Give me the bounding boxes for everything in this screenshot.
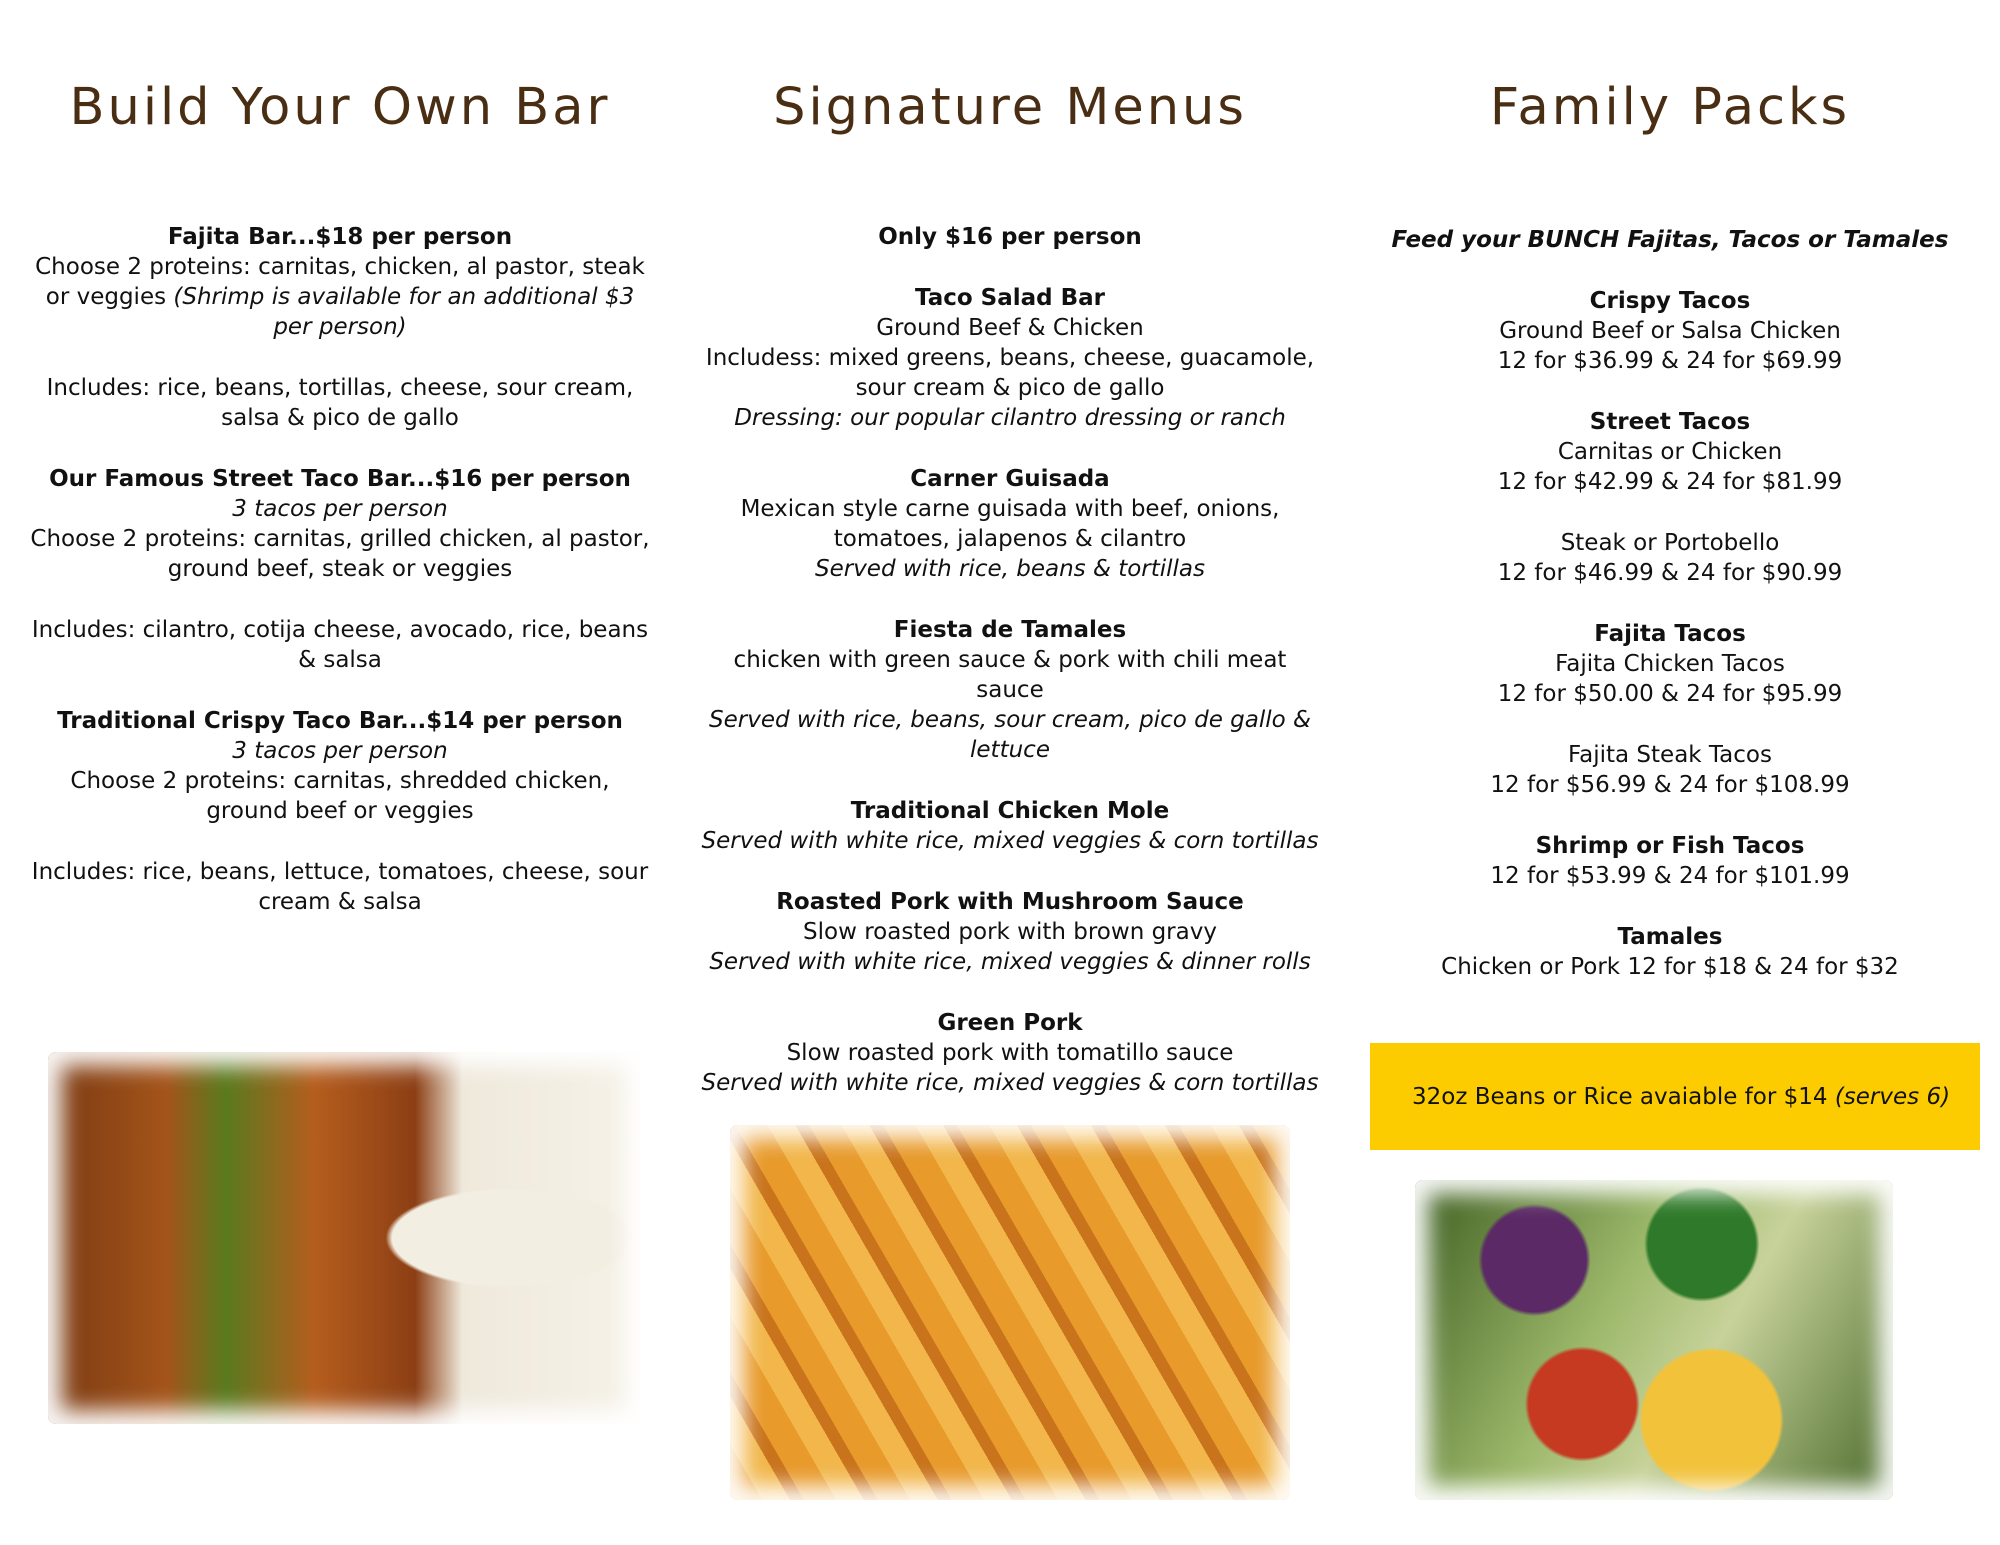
item-description: Choose 2 proteins: carnitas, shredded chicken, ground beef or veggies [70,768,610,824]
column-body [700,222,1320,1129]
item-description: Fajita Steak Tacos [1568,742,1772,768]
item-price: 12 for $42.99 & 24 for $81.99 [1497,469,1843,495]
item-title: Tamales [1617,924,1723,950]
menu-item-fiesta-de-tamales [700,615,1320,765]
item-description: Steak or Portobello [1560,530,1780,556]
menu-item-crispy-taco-bar [30,706,650,826]
item-title: Our Famous Street Taco Bar...$16 per person [49,466,631,492]
item-note: 3 tacos per person [232,496,448,522]
menu-item-green-pork [700,1008,1320,1098]
item-note: 3 tacos per person [232,738,448,764]
menu-item-roasted-pork [700,887,1320,977]
menu-item-chicken-mole [700,796,1320,856]
column-title: Signature Menus [773,78,1247,137]
pack-crispy-tacos [1370,286,1970,376]
item-description: Mexican style carne guisada with beef, onions, tomatoes, jalapenos & cilantro [740,496,1280,552]
item-title: Fajita Tacos [1594,621,1746,647]
item-note: Served with rice, beans & tortillas [814,556,1206,582]
fajita-photo [48,1052,640,1424]
column-body [1370,225,1970,1013]
item-price: 12 for $46.99 & 24 for $90.99 [1497,560,1843,586]
item-description: Slow roasted pork with tomatillo sauce [786,1040,1234,1066]
item-note: Served with white rice, mixed veggies & corn tortillas [701,828,1319,854]
item-description: chicken with green sauce & pork with chili meat sauce [733,647,1287,703]
item-title: Roasted Pork with Mushroom Sauce [776,889,1244,915]
pack-shrimp-fish [1370,831,1970,891]
item-note: Feed your BUNCH Fajitas, Tacos or Tamales [1391,227,1949,253]
item-note: Served with rice, beans, sour cream, pico de gallo & lettuce [709,707,1311,763]
pack-steak-portobello [1370,528,1970,588]
item-note: (Shrimp is available for an additional $3 per person) [173,284,635,340]
item-note: Served with white rice, mixed veggies & corn tortillas [701,1070,1319,1096]
item-note: Dressing: our popular cilantro dressing or ranch [734,405,1286,431]
item-price: Chicken or Pork 12 for $18 & 24 for $32 [1441,954,1899,980]
item-description: Fajita Chicken Tacos [1555,651,1785,677]
banner-note: (serves 6) [1834,1083,1951,1110]
pack-fajita-tacos [1370,619,1970,709]
item-description: Choose 2 proteins: carnitas, grilled chicken, al pastor, ground beef, steak or veggies [30,526,650,582]
item-title: Crispy Tacos [1589,288,1751,314]
item-description: Carnitas or Chicken [1557,439,1783,465]
item-note: Served with white rice, mixed veggies & dinner rolls [709,949,1311,975]
item-description: Choose 2 proteins: carnitas, chicken, al pastor, steak or veggies (Shrimp is available for an additional $3 per person) [35,254,645,340]
menu-item-taco-salad-bar [700,283,1320,433]
item-title: Fajita Bar...$18 per person [167,224,513,250]
pack-fajita-steak [1370,740,1970,800]
menu-item-carner-guisada [700,464,1320,584]
item-description: Includess: mixed greens, beans, cheese, guacamole, sour cream & pico de gallo [705,345,1315,401]
salad-tray-photo [1415,1180,1893,1500]
item-title: Street Tacos [1589,409,1751,435]
item-title: Taco Salad Bar [914,285,1106,311]
pack-street-tacos [1370,407,1970,497]
menu-item-includes [30,373,650,433]
item-description: Includes: cilantro, cotija cheese, avocado, rice, beans & salsa [31,617,649,673]
item-price: 12 for $36.99 & 24 for $69.99 [1497,348,1843,374]
item-description: Slow roasted pork with brown gravy [803,919,1217,945]
column-title: Family Packs [1489,78,1851,137]
menu-item-includes [30,857,650,917]
price-note [700,222,1320,252]
item-price: 12 for $53.99 & 24 for $101.99 [1490,863,1850,889]
pack-tamales [1370,922,1970,982]
banner-text: 32oz Beans or Rice avaiable for $14 [1412,1083,1828,1110]
side-order-banner [1370,1043,1980,1150]
item-title: Only $16 per person [878,224,1142,250]
item-description: Ground Beef & Chicken [876,315,1144,341]
column-title: Build Your Own Bar [69,78,611,137]
menu-item-includes [30,615,650,675]
item-title: Green Pork [937,1010,1083,1036]
item-description: Ground Beef or Salsa Chicken [1499,318,1841,344]
item-description: Includes: rice, beans, lettuce, tomatoes, cheese, sour cream & salsa [31,859,649,915]
menu-item-fajita-bar [30,222,650,342]
item-description: Includes: rice, beans, tortillas, cheese, sour cream, salsa & pico de gallo [46,375,634,431]
family-pack-intro [1370,225,1970,255]
item-title: Traditional Chicken Mole [850,798,1170,824]
menu-item-street-taco-bar [30,464,650,584]
item-title: Carner Guisada [910,466,1110,492]
column-body [30,222,650,948]
flautas-photo [730,1125,1290,1500]
item-price: 12 for $50.00 & 24 for $95.99 [1497,681,1843,707]
item-title: Fiesta de Tamales [893,617,1127,643]
item-title: Shrimp or Fish Tacos [1535,833,1805,859]
item-price: 12 for $56.99 & 24 for $108.99 [1490,772,1850,798]
item-title: Traditional Crispy Taco Bar...$14 per person [57,708,623,734]
